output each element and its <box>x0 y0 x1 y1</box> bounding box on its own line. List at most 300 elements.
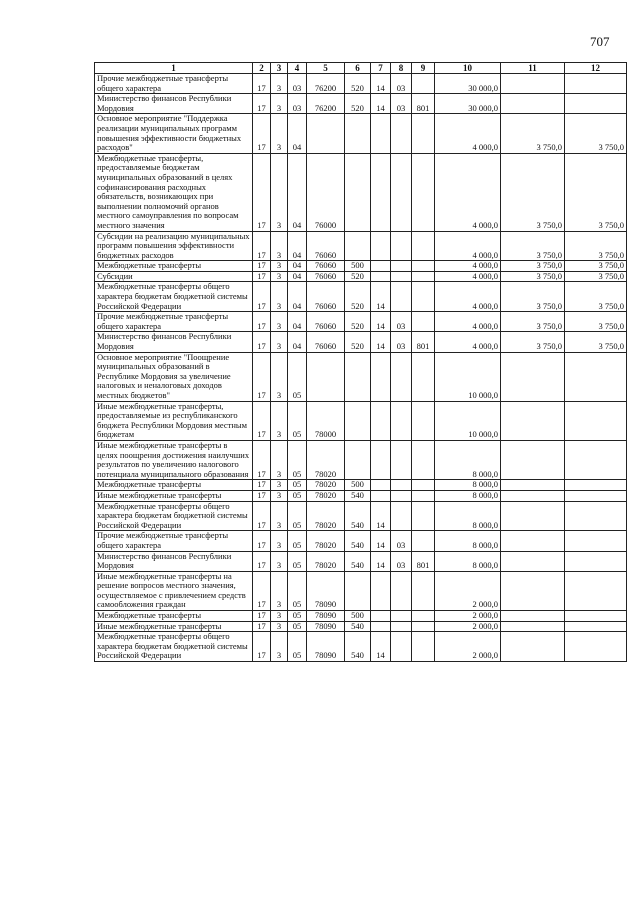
code-c5-cell: 78090 <box>307 632 345 662</box>
row-name-cell: Межбюджетные трансферты, предоставляемые бюджетам муниципальных образований в целях софинансирования расходных обязательств, возникающих при выполнении полномочий органов местного самоуправления по вопросам местного значения <box>95 153 253 231</box>
column-header: 5 <box>307 63 345 74</box>
code-c5-cell: 76200 <box>307 74 345 94</box>
table-row <box>95 332 627 352</box>
row-name-cell: Министерство финансов Республики Мордовия <box>95 332 253 352</box>
row-name-cell: Иные межбюджетные трансферты на решение вопросов местного значения, осуществляемое с привлечением средств самообложения граждан <box>95 571 253 610</box>
code-c2-cell: 17 <box>253 440 271 479</box>
code-c3-cell: 3 <box>271 114 288 153</box>
code-c4-cell: 04 <box>288 332 307 352</box>
table-row <box>95 632 627 662</box>
code-c9-cell <box>412 531 435 551</box>
column-header: 4 <box>288 63 307 74</box>
code-c4-cell: 05 <box>288 621 307 632</box>
code-c6-cell: 500 <box>345 261 371 272</box>
row-name-cell: Иные межбюджетные трансферты <box>95 621 253 632</box>
table-row <box>95 271 627 282</box>
code-c2-cell: 17 <box>253 571 271 610</box>
code-c9-cell <box>412 271 435 282</box>
column-header: 12 <box>565 63 627 74</box>
code-c7-cell: 14 <box>371 531 391 551</box>
row-name-cell: Министерство финансов Республики Мордовия <box>95 551 253 571</box>
amount-c12-cell <box>565 490 627 501</box>
table-row <box>95 401 627 440</box>
amount-c10-cell: 4 000,0 <box>435 282 501 312</box>
table-body <box>95 74 627 662</box>
amount-c11-cell <box>501 571 565 610</box>
code-c3-cell: 3 <box>271 332 288 352</box>
table-row <box>95 480 627 491</box>
code-c7-cell: 14 <box>371 94 391 114</box>
code-c6-cell: 520 <box>345 312 371 332</box>
column-header: 8 <box>391 63 412 74</box>
code-c7-cell <box>371 490 391 501</box>
amount-c12-cell: 3 750,0 <box>565 261 627 272</box>
amount-c12-cell <box>565 352 627 401</box>
code-c9-cell <box>412 261 435 272</box>
amount-c12-cell <box>565 531 627 551</box>
amount-c11-cell <box>501 480 565 491</box>
code-c5-cell: 76200 <box>307 94 345 114</box>
row-name-cell: Межбюджетные трансферты <box>95 480 253 491</box>
amount-c10-cell: 8 000,0 <box>435 440 501 479</box>
code-c9-cell <box>412 312 435 332</box>
code-c5-cell <box>307 352 345 401</box>
code-c2-cell: 17 <box>253 632 271 662</box>
amount-c11-cell: 3 750,0 <box>501 114 565 153</box>
code-c9-cell <box>412 114 435 153</box>
code-c3-cell: 3 <box>271 611 288 622</box>
code-c6-cell <box>345 153 371 231</box>
column-header: 2 <box>253 63 271 74</box>
header-row <box>95 63 627 74</box>
code-c5-cell: 76060 <box>307 312 345 332</box>
code-c8-cell: 03 <box>391 531 412 551</box>
column-header: 10 <box>435 63 501 74</box>
code-c9-cell <box>412 282 435 312</box>
column-header: 7 <box>371 63 391 74</box>
code-c8-cell <box>391 571 412 610</box>
amount-c11-cell: 3 750,0 <box>501 332 565 352</box>
code-c7-cell: 14 <box>371 551 391 571</box>
code-c8-cell <box>391 231 412 261</box>
budget-table <box>94 62 627 662</box>
amount-c12-cell <box>565 621 627 632</box>
code-c7-cell <box>371 271 391 282</box>
code-c7-cell: 14 <box>371 501 391 531</box>
code-c5-cell: 78020 <box>307 440 345 479</box>
row-name-cell: Иные межбюджетные трансферты, предоставляемые из республиканского бюджета Республики Мордовия местным бюджетам <box>95 401 253 440</box>
code-c3-cell: 3 <box>271 94 288 114</box>
amount-c10-cell: 4 000,0 <box>435 261 501 272</box>
code-c3-cell: 3 <box>271 480 288 491</box>
code-c6-cell <box>345 440 371 479</box>
code-c8-cell <box>391 282 412 312</box>
code-c4-cell: 04 <box>288 282 307 312</box>
code-c9-cell <box>412 621 435 632</box>
code-c9-cell: 801 <box>412 551 435 571</box>
row-name-cell: Межбюджетные трансферты общего характера бюджетам бюджетной системы Российской Федерации <box>95 501 253 531</box>
code-c5-cell: 78090 <box>307 571 345 610</box>
code-c9-cell <box>412 440 435 479</box>
amount-c10-cell: 30 000,0 <box>435 74 501 94</box>
code-c8-cell <box>391 480 412 491</box>
table-row <box>95 94 627 114</box>
code-c4-cell: 05 <box>288 571 307 610</box>
code-c5-cell: 76060 <box>307 271 345 282</box>
amount-c10-cell: 4 000,0 <box>435 153 501 231</box>
code-c3-cell: 3 <box>271 551 288 571</box>
amount-c11-cell: 3 750,0 <box>501 153 565 231</box>
code-c2-cell: 17 <box>253 352 271 401</box>
code-c6-cell: 540 <box>345 551 371 571</box>
amount-c12-cell: 3 750,0 <box>565 332 627 352</box>
code-c4-cell: 05 <box>288 551 307 571</box>
column-header: 11 <box>501 63 565 74</box>
table-row <box>95 621 627 632</box>
amount-c12-cell: 3 750,0 <box>565 312 627 332</box>
amount-c12-cell <box>565 571 627 610</box>
amount-c11-cell <box>501 74 565 94</box>
page-number: 707 <box>590 34 610 49</box>
code-c7-cell <box>371 153 391 231</box>
amount-c11-cell: 3 750,0 <box>501 271 565 282</box>
code-c8-cell <box>391 271 412 282</box>
code-c7-cell <box>371 231 391 261</box>
amount-c10-cell: 2 000,0 <box>435 571 501 610</box>
amount-c10-cell: 2 000,0 <box>435 632 501 662</box>
amount-c10-cell: 4 000,0 <box>435 332 501 352</box>
row-name-cell: Прочие межбюджетные трансферты общего характера <box>95 312 253 332</box>
code-c6-cell: 520 <box>345 94 371 114</box>
amount-c11-cell <box>501 490 565 501</box>
amount-c10-cell: 2 000,0 <box>435 621 501 632</box>
amount-c11-cell <box>501 611 565 622</box>
row-name-cell: Межбюджетные трансферты общего характера бюджетам бюджетной системы Российской Федерации <box>95 632 253 662</box>
code-c8-cell: 03 <box>391 74 412 94</box>
amount-c11-cell <box>501 440 565 479</box>
table-row <box>95 261 627 272</box>
row-name-cell: Министерство финансов Республики Мордовия <box>95 94 253 114</box>
code-c8-cell <box>391 261 412 272</box>
code-c4-cell: 05 <box>288 632 307 662</box>
amount-c10-cell: 10 000,0 <box>435 401 501 440</box>
code-c9-cell <box>412 231 435 261</box>
code-c3-cell: 3 <box>271 501 288 531</box>
code-c3-cell: 3 <box>271 74 288 94</box>
amount-c11-cell <box>501 94 565 114</box>
code-c6-cell: 540 <box>345 621 371 632</box>
code-c6-cell: 520 <box>345 282 371 312</box>
column-header: 3 <box>271 63 288 74</box>
code-c7-cell <box>371 440 391 479</box>
code-c6-cell <box>345 571 371 610</box>
code-c7-cell <box>371 621 391 632</box>
code-c6-cell <box>345 231 371 261</box>
code-c3-cell: 3 <box>271 440 288 479</box>
table-row <box>95 551 627 571</box>
table-row <box>95 74 627 94</box>
amount-c10-cell: 4 000,0 <box>435 271 501 282</box>
code-c6-cell <box>345 114 371 153</box>
row-name-cell: Прочие межбюджетные трансферты общего характера <box>95 531 253 551</box>
amount-c11-cell <box>501 352 565 401</box>
code-c4-cell: 04 <box>288 312 307 332</box>
code-c2-cell: 17 <box>253 312 271 332</box>
amount-c12-cell <box>565 440 627 479</box>
amount-c10-cell: 4 000,0 <box>435 231 501 261</box>
code-c5-cell: 78020 <box>307 490 345 501</box>
code-c9-cell <box>412 74 435 94</box>
code-c9-cell <box>412 611 435 622</box>
code-c9-cell <box>412 153 435 231</box>
code-c8-cell <box>391 501 412 531</box>
code-c7-cell <box>371 611 391 622</box>
code-c7-cell <box>371 114 391 153</box>
code-c5-cell: 78020 <box>307 531 345 551</box>
table-row <box>95 352 627 401</box>
amount-c10-cell: 8 000,0 <box>435 551 501 571</box>
row-name-cell: Иные межбюджетные трансферты в целях поощрения достижения наилучших результатов по увеличению налогового потенциала муниципального образования <box>95 440 253 479</box>
code-c6-cell: 500 <box>345 611 371 622</box>
column-header: 1 <box>95 63 253 74</box>
amount-c11-cell <box>501 501 565 531</box>
code-c9-cell: 801 <box>412 94 435 114</box>
amount-c11-cell: 3 750,0 <box>501 231 565 261</box>
code-c3-cell: 3 <box>271 282 288 312</box>
code-c8-cell <box>391 611 412 622</box>
table-row <box>95 571 627 610</box>
code-c8-cell <box>391 440 412 479</box>
row-name-cell: Иные межбюджетные трансферты <box>95 490 253 501</box>
table-row <box>95 114 627 153</box>
code-c9-cell <box>412 352 435 401</box>
code-c5-cell: 78020 <box>307 480 345 491</box>
amount-c10-cell: 8 000,0 <box>435 501 501 531</box>
code-c2-cell: 17 <box>253 490 271 501</box>
code-c4-cell: 05 <box>288 611 307 622</box>
amount-c11-cell: 3 750,0 <box>501 261 565 272</box>
table-row <box>95 490 627 501</box>
code-c2-cell: 17 <box>253 94 271 114</box>
code-c6-cell: 500 <box>345 480 371 491</box>
table-row <box>95 231 627 261</box>
amount-c11-cell <box>501 632 565 662</box>
code-c4-cell: 04 <box>288 271 307 282</box>
code-c4-cell: 05 <box>288 501 307 531</box>
amount-c12-cell <box>565 480 627 491</box>
code-c2-cell: 17 <box>253 401 271 440</box>
code-c3-cell: 3 <box>271 231 288 261</box>
row-name-cell: Межбюджетные трансферты общего характера бюджетам бюджетной системы Российской Федерации <box>95 282 253 312</box>
code-c9-cell <box>412 480 435 491</box>
code-c4-cell: 05 <box>288 352 307 401</box>
code-c5-cell: 76060 <box>307 261 345 272</box>
code-c6-cell: 540 <box>345 531 371 551</box>
amount-c10-cell: 30 000,0 <box>435 94 501 114</box>
code-c4-cell: 05 <box>288 401 307 440</box>
code-c7-cell <box>371 352 391 401</box>
code-c9-cell <box>412 501 435 531</box>
amount-c10-cell: 4 000,0 <box>435 312 501 332</box>
amount-c11-cell: 3 750,0 <box>501 282 565 312</box>
code-c2-cell: 17 <box>253 114 271 153</box>
code-c5-cell: 76060 <box>307 282 345 312</box>
code-c8-cell: 03 <box>391 551 412 571</box>
code-c8-cell <box>391 621 412 632</box>
amount-c12-cell <box>565 74 627 94</box>
code-c9-cell <box>412 571 435 610</box>
code-c2-cell: 17 <box>253 480 271 491</box>
code-c3-cell: 3 <box>271 531 288 551</box>
code-c9-cell: 801 <box>412 332 435 352</box>
column-header: 9 <box>412 63 435 74</box>
row-name-cell: Субсидии на реализацию муниципальных программ повышения эффективности бюджетных расходов <box>95 231 253 261</box>
code-c2-cell: 17 <box>253 531 271 551</box>
column-header: 6 <box>345 63 371 74</box>
code-c4-cell: 04 <box>288 261 307 272</box>
amount-c12-cell: 3 750,0 <box>565 231 627 261</box>
amount-c12-cell <box>565 501 627 531</box>
amount-c11-cell: 3 750,0 <box>501 312 565 332</box>
code-c8-cell: 03 <box>391 332 412 352</box>
code-c4-cell: 05 <box>288 490 307 501</box>
code-c4-cell: 03 <box>288 74 307 94</box>
amount-c12-cell <box>565 551 627 571</box>
code-c3-cell: 3 <box>271 153 288 231</box>
code-c3-cell: 3 <box>271 352 288 401</box>
code-c8-cell <box>391 632 412 662</box>
amount-c10-cell: 4 000,0 <box>435 114 501 153</box>
code-c7-cell: 14 <box>371 282 391 312</box>
row-name-cell: Прочие межбюджетные трансферты общего характера <box>95 74 253 94</box>
code-c9-cell <box>412 490 435 501</box>
amount-c12-cell: 3 750,0 <box>565 271 627 282</box>
code-c6-cell <box>345 352 371 401</box>
code-c2-cell: 17 <box>253 261 271 272</box>
amount-c12-cell: 3 750,0 <box>565 114 627 153</box>
table-row <box>95 282 627 312</box>
code-c3-cell: 3 <box>271 571 288 610</box>
amount-c10-cell: 8 000,0 <box>435 531 501 551</box>
code-c3-cell: 3 <box>271 261 288 272</box>
code-c6-cell: 540 <box>345 632 371 662</box>
code-c6-cell <box>345 401 371 440</box>
code-c3-cell: 3 <box>271 621 288 632</box>
code-c5-cell <box>307 114 345 153</box>
code-c5-cell: 78020 <box>307 551 345 571</box>
code-c7-cell: 14 <box>371 632 391 662</box>
code-c2-cell: 17 <box>253 501 271 531</box>
table-row <box>95 440 627 479</box>
code-c7-cell <box>371 401 391 440</box>
code-c8-cell <box>391 401 412 440</box>
amount-c12-cell <box>565 611 627 622</box>
amount-c11-cell <box>501 551 565 571</box>
code-c4-cell: 03 <box>288 94 307 114</box>
row-name-cell: Межбюджетные трансферты <box>95 611 253 622</box>
amount-c11-cell <box>501 621 565 632</box>
table-row <box>95 153 627 231</box>
row-name-cell: Основное мероприятие "Поощрение муниципальных образований в Республике Мордовия за увеличение налоговых и неналоговых доходов местных бюджетов" <box>95 352 253 401</box>
code-c3-cell: 3 <box>271 490 288 501</box>
code-c7-cell: 14 <box>371 312 391 332</box>
code-c5-cell: 76060 <box>307 231 345 261</box>
code-c4-cell: 04 <box>288 114 307 153</box>
code-c8-cell <box>391 153 412 231</box>
code-c2-cell: 17 <box>253 271 271 282</box>
code-c8-cell <box>391 114 412 153</box>
code-c5-cell: 78020 <box>307 501 345 531</box>
code-c7-cell: 14 <box>371 332 391 352</box>
amount-c12-cell <box>565 401 627 440</box>
code-c2-cell: 17 <box>253 282 271 312</box>
code-c8-cell <box>391 490 412 501</box>
code-c2-cell: 17 <box>253 231 271 261</box>
code-c4-cell: 04 <box>288 153 307 231</box>
code-c3-cell: 3 <box>271 632 288 662</box>
code-c5-cell: 76000 <box>307 153 345 231</box>
code-c8-cell <box>391 352 412 401</box>
table-row <box>95 501 627 531</box>
row-name-cell: Субсидии <box>95 271 253 282</box>
amount-c11-cell <box>501 531 565 551</box>
code-c4-cell: 05 <box>288 531 307 551</box>
amount-c11-cell <box>501 401 565 440</box>
code-c3-cell: 3 <box>271 312 288 332</box>
code-c2-cell: 17 <box>253 74 271 94</box>
row-name-cell: Межбюджетные трансферты <box>95 261 253 272</box>
code-c8-cell: 03 <box>391 312 412 332</box>
amount-c12-cell <box>565 632 627 662</box>
code-c3-cell: 3 <box>271 271 288 282</box>
code-c6-cell: 520 <box>345 332 371 352</box>
code-c4-cell: 05 <box>288 440 307 479</box>
code-c5-cell: 78090 <box>307 611 345 622</box>
code-c5-cell: 78000 <box>307 401 345 440</box>
table-row <box>95 531 627 551</box>
code-c7-cell <box>371 480 391 491</box>
code-c2-cell: 17 <box>253 551 271 571</box>
code-c3-cell: 3 <box>271 401 288 440</box>
amount-c10-cell: 8 000,0 <box>435 490 501 501</box>
code-c4-cell: 04 <box>288 231 307 261</box>
code-c6-cell: 540 <box>345 501 371 531</box>
amount-c12-cell <box>565 94 627 114</box>
table-row <box>95 312 627 332</box>
code-c7-cell <box>371 261 391 272</box>
table-row <box>95 611 627 622</box>
code-c5-cell: 76060 <box>307 332 345 352</box>
code-c9-cell <box>412 632 435 662</box>
code-c8-cell: 03 <box>391 94 412 114</box>
code-c2-cell: 17 <box>253 332 271 352</box>
code-c4-cell: 05 <box>288 480 307 491</box>
code-c7-cell: 14 <box>371 74 391 94</box>
amount-c10-cell: 10 000,0 <box>435 352 501 401</box>
code-c2-cell: 17 <box>253 611 271 622</box>
code-c2-cell: 17 <box>253 153 271 231</box>
amount-c12-cell: 3 750,0 <box>565 153 627 231</box>
amount-c12-cell: 3 750,0 <box>565 282 627 312</box>
amount-c10-cell: 2 000,0 <box>435 611 501 622</box>
code-c7-cell <box>371 571 391 610</box>
code-c9-cell <box>412 401 435 440</box>
code-c5-cell: 78090 <box>307 621 345 632</box>
code-c6-cell: 520 <box>345 74 371 94</box>
code-c6-cell: 520 <box>345 271 371 282</box>
code-c6-cell: 540 <box>345 490 371 501</box>
code-c2-cell: 17 <box>253 621 271 632</box>
